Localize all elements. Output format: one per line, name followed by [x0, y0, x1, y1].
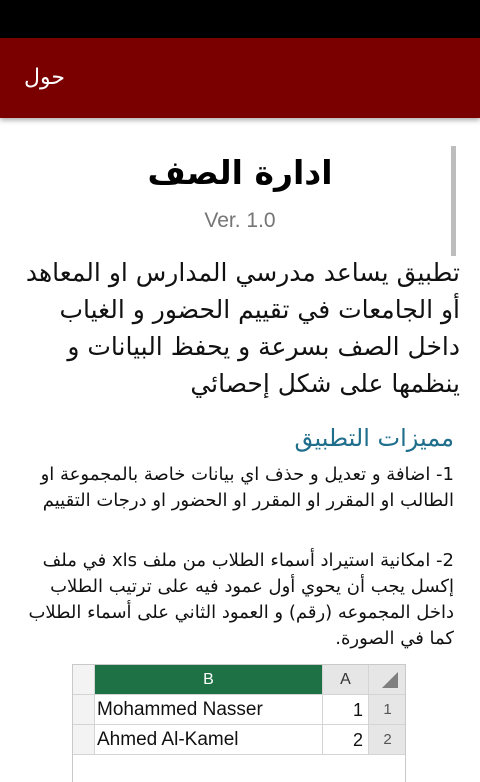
app-bar-title: حول: [24, 65, 65, 90]
sheet-blank-cell: [73, 665, 95, 695]
select-all-corner: [369, 665, 406, 695]
about-scroll-view[interactable]: [0, 118, 480, 782]
version-label: Ver. 1.0: [204, 209, 276, 232]
sheet-blank-cell: [73, 725, 95, 755]
sheet-row: [73, 725, 406, 755]
excel-example-image: [72, 664, 406, 782]
student-index-cell: 1: [323, 695, 369, 725]
corner-triangle-icon: [382, 672, 398, 688]
status-bar: [0, 0, 480, 38]
sheet-blank-cell: [73, 695, 95, 725]
student-name-cell: Ahmed Al-Kamel: [95, 725, 323, 755]
feature-item: 2- امكانية استيراد أسماء الطلاب من ملف xls في ملف إكسل يجب أن يحوي أول عمود فيه على ترتيب الطلاب داخل المجموعه (رقم) و العمود الثاني على أسماء الطلاب كما في الصورة.: [28, 550, 454, 649]
student-name-cell: Mohammed Nasser: [95, 695, 323, 725]
row-number: 1: [369, 695, 406, 725]
row-number: 2: [369, 725, 406, 755]
app-description: تطبيق يساعد مدرسي المدارس او المعاهد أو الجامعات في تقييم الحضور و الغياب داخل الصف بسرعة و يحفظ البيانات و ينظمها على شكل إحصائي: [25, 258, 460, 398]
app-bar: [0, 38, 480, 118]
student-index-cell: 2: [323, 725, 369, 755]
sheet-header-row: [73, 665, 406, 695]
feature-item: 1- اضافة و تعديل و حذف اي بيانات خاصة بالمجموعة او الطالب او المقرر او المقرر او الحضور او درجات التقييم: [40, 464, 454, 511]
features-heading: مميزات التطبيق: [294, 424, 454, 452]
sheet-row: [73, 695, 406, 725]
page-title: ادارة الصف: [147, 153, 333, 192]
column-b-header: B: [95, 665, 323, 695]
column-a-header: A: [323, 665, 369, 695]
